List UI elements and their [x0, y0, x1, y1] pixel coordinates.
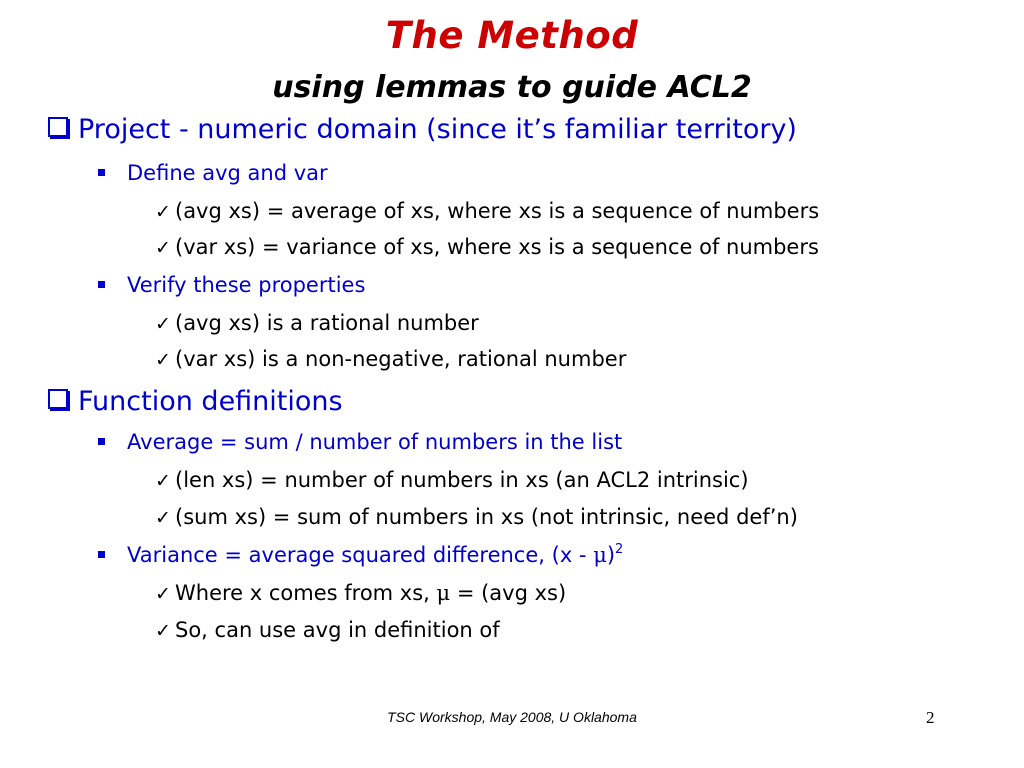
bullet-text: Function definitions — [78, 386, 343, 417]
sub-bullet-define — [98, 161, 328, 185]
filled-square-bullet-icon — [98, 169, 105, 176]
check-item-text: (var xs) = variance of xs, where xs is a sequence of numbers — [175, 235, 819, 259]
hollow-square-bullet-icon — [48, 389, 68, 409]
check-item-text: (var xs) is a non-negative, rational number — [175, 347, 627, 371]
check-item-text: (avg xs) is a rational number — [175, 311, 479, 335]
check-mark-icon: ✓ — [155, 507, 171, 529]
hollow-square-bullet-icon — [48, 117, 68, 137]
mu-symbol: μ — [593, 543, 607, 567]
sub-bullet-text: Variance = average squared difference, (x - — [127, 543, 594, 567]
sub-bullet-text: Define avg and var — [127, 161, 328, 185]
sub-bullet-text: Average = sum / number of numbers in the list — [127, 430, 623, 454]
check-item-text: (sum xs) = sum of numbers in xs (not intrinsic, need def’n) — [175, 505, 798, 529]
check-item-where-x — [155, 581, 566, 605]
check-mark-icon: ✓ — [155, 237, 171, 259]
slide-subtitle: using lemmas to guide ACL2 — [272, 70, 752, 105]
check-item-sum — [155, 505, 798, 529]
check-item-text: Where x comes from xs, — [175, 581, 437, 605]
filled-square-bullet-icon — [98, 551, 105, 558]
check-item-var-def — [155, 235, 819, 259]
sub-bullet-variance — [98, 543, 623, 567]
filled-square-bullet-icon — [98, 281, 105, 288]
check-item-text: (avg xs) = average of xs, where xs is a sequence of numbers — [175, 199, 820, 223]
sub-bullet-verify — [98, 273, 365, 297]
filled-square-bullet-icon — [98, 438, 105, 445]
slide-title: The Method — [385, 14, 639, 57]
sub-bullet-text-close: ) — [606, 543, 616, 567]
check-item-avg-def — [155, 199, 819, 223]
check-item-so — [155, 618, 500, 642]
slide-footer: TSC Workshop, May 2008, U Oklahoma — [387, 709, 637, 725]
check-mark-icon: ✓ — [155, 313, 171, 335]
superscript-two: 2 — [615, 542, 624, 557]
bullet-project — [48, 114, 797, 145]
check-item-len — [155, 468, 749, 492]
check-item-var-rational — [155, 347, 626, 371]
bullet-text: Project - numeric domain (since it’s familiar territory) — [78, 114, 797, 145]
check-item-text-tail: = (avg xs) — [450, 581, 567, 605]
page-number: 2 — [926, 708, 935, 727]
check-mark-icon: ✓ — [155, 620, 171, 642]
check-mark-icon: ✓ — [155, 470, 171, 492]
check-mark-icon: ✓ — [155, 349, 171, 371]
sub-bullet-text: Verify these properties — [127, 273, 366, 297]
sub-bullet-average — [98, 430, 622, 454]
bullet-function-definitions — [48, 386, 343, 417]
check-mark-icon: ✓ — [155, 583, 171, 605]
check-mark-icon: ✓ — [155, 201, 171, 223]
check-item-text: (len xs) = number of numbers in xs (an ACL2 intrinsic) — [175, 468, 749, 492]
check-item-avg-rational — [155, 311, 479, 335]
mu-symbol: μ — [436, 581, 451, 605]
check-item-text: So, can use avg in definition of — [175, 618, 500, 642]
